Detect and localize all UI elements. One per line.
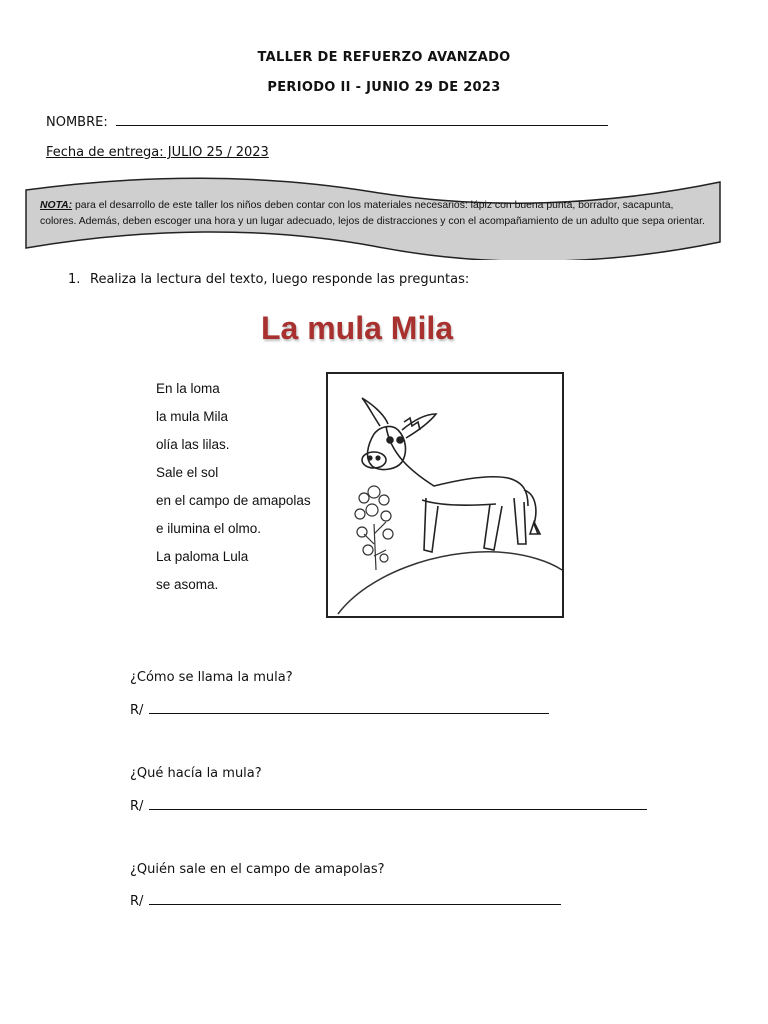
poem-line: olía las lilas. xyxy=(156,437,230,452)
answer-label: R/ xyxy=(130,894,144,909)
delivery-date: Fecha de entrega: JULIO 25 / 2023 xyxy=(46,145,269,160)
instruction-number: 1. xyxy=(68,272,81,287)
answer-2 xyxy=(130,799,647,814)
name-label: NOMBRE: xyxy=(46,115,108,130)
poem-line: Sale el sol xyxy=(156,465,219,480)
question-2: ¿Qué hacía la mula? xyxy=(130,766,262,781)
instruction xyxy=(68,272,469,287)
worksheet-period: PERIODO II - JUNIO 29 DE 2023 xyxy=(267,80,501,95)
worksheet-title: TALLER DE REFUERZO AVANZADO xyxy=(257,50,511,65)
note-text xyxy=(40,198,710,230)
name-field xyxy=(46,113,608,130)
answer-3-blank[interactable] xyxy=(149,894,561,905)
note-label: NOTA: xyxy=(40,200,73,211)
poem-line: En la loma xyxy=(156,381,220,396)
poem xyxy=(156,378,311,602)
answer-label: R/ xyxy=(130,703,144,718)
answer-label: R/ xyxy=(130,799,144,814)
name-blank[interactable] xyxy=(116,113,608,126)
answer-1-blank[interactable] xyxy=(149,703,549,714)
poem-line: la mula Mila xyxy=(156,409,229,424)
poem-line: en el campo de amapolas xyxy=(156,493,311,508)
story-title: La mula Mila xyxy=(260,310,454,346)
poem-line: La paloma Lula xyxy=(156,549,249,564)
answer-1 xyxy=(130,703,549,718)
answer-3 xyxy=(130,894,561,909)
note-banner xyxy=(24,176,722,260)
question-1: ¿Cómo se llama la mula? xyxy=(130,670,293,685)
poem-line: se asoma. xyxy=(156,577,219,592)
donkey-on-hill-drawing-icon xyxy=(328,374,562,616)
instruction-text: Realiza la lectura del texto, luego responde las preguntas: xyxy=(90,272,470,287)
donkey-illustration xyxy=(326,372,564,618)
answer-2-blank[interactable] xyxy=(149,799,647,810)
question-3: ¿Quién sale en el campo de amapolas? xyxy=(130,862,385,877)
flower-bush-icon xyxy=(355,486,393,570)
note-body: para el desarrollo de este taller los niños deben contar con los materiales necesarios: lápiz con buena punta, borrador, sacapunta, colores. Además, deben escoger una hora y un lugar adecuado, lejos de distracciones y con el acompañamiento de un adulto que sepa orientar. xyxy=(40,200,705,227)
poem-line: e ilumina el olmo. xyxy=(156,521,262,536)
